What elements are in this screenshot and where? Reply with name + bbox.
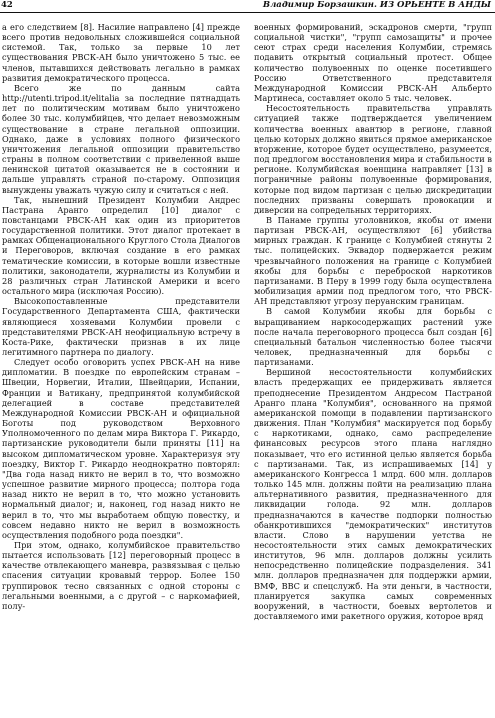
- paragraph: Следует особо оговорить успех РВСК-АН на ниве дипломатии. В поездке по европейским странам – Швеции, Норвегии, Италии, Швейцарии, Испании, Франции и Ватикану, предпринятой колумбийской делегацией в составе представителей Международной Комиссии РВСК-АН и официальной Боготы под руководством Верховного Уполномоченного по делам мира Виктора Г. Рикардо, партизанские руководители были приняты [11] на высоком дипломатическом уровне. Характеризуя эту поездку, Виктор Г. Рикардо неоднократно повторял: "Два года назад никто не верил в то, что возможно успешное развитие мирного процесса; полтора года назад никто не верил в то, что можно установить нормальный диалог; и, наконец, год назад никто не верил в то, что мы выработаем общую повестку, и совсем недавно никто не верил в возможность осуществления подобного рода поездки".: [2, 357, 240, 540]
- right-column: [254, 22, 492, 621]
- paragraph: Высокопоставленные представители Государственного Департамента США, фактически являющиеся хозяевами Колумбии провели с представителями РВСК-АН неофициальную встречу в Коста-Рике, фактически признав в их лице легитимного партнера по диалогу.: [2, 296, 240, 357]
- paragraph: При этом, однако, колумбийское правительство пытается использовать [12] переговорный процесс в качестве отвлекающего маневра, развязывая с целью спасения ситуации кровавый террор. Более 150 группировок тесно связанных с одной стороны с легальными военными, а с другой – с наркомафией, полу-: [2, 539, 240, 611]
- left-column: [2, 22, 240, 611]
- paragraph: Так, нынешний Президент Колумбии Андрес Пастрана Аранго определил [10] диалог с повстанцами РВСК-АН как один из приоритетов государственной политики. Этот диалог протекает в рамках Общенационального Круглого Стола Диалогов и Переговоров, включая создание в его рамках тематические комиссии, в которые вошли известные политики, законодатели, журналисты из Колумбии и 28 различных стран Латинской Америки и всего остального мира (исключая Россию).: [2, 194, 241, 297]
- paragraph: Несостоятельность правительства управлять ситуацией также подтверждается увеличением количества военных авантюр в регионе, главной целью которых должно явиться прямое американское вторжение, которое будет осуществлено, разумеется, под предлогом восстановления мира и стабильности в регионе. Колумбийская военщина направляет [13] в пограничные районы полувоенные формирования, которые под видом партизан с целью дискредитации последних призваны совершать провокации и диверсии на сопредельных территориях.: [254, 103, 492, 215]
- paragraph: а его следствием [8]. Насилие направлено [4] прежде всего против недовольных сложившейся социальной системой. Так, только за первые 10 лет существования РВСК-АН было уничтожено 5 тыс. ее членов, пытавшихся действовать легально в рамках развития демократического процесса.: [2, 22, 240, 83]
- paragraph: военных формирований, эскадронов смерти, "групп социальной чистки", "групп самозащиты" и прочее сеют страх среди населения Колумбии, стремясь подавить открытый социальный протест. Общее количество полувоенных по оценке посетившего Россию Ответственного представителя Международной Комиссии РВСК-АН Альберто Мартинеса, составляет около 5 тыс. человек.: [254, 22, 492, 104]
- paragraph: В самой Колумбии якобы для борьбы с выращиванием наркосодержащих растений уже после начала переговорного процесса был создан [6] специальный батальон численностью более тысячи человек, предназначенный для борьбы с партизанами.: [254, 306, 492, 368]
- page-number: 42: [1, 0, 13, 10]
- paragraph: Всего же по данным сайта http://utenti.tripod.it/elitalia за последние пятнадцать лет по политическим мотивам было уничтожено более 30 тыс. колумбийцев, что делает невозможным существование в стране легальной оппозиции. Однако, даже в условиях полного физического уничтожения легальной оппозиции правительство страны в полном соответствии с привеленной выше ленинской цитатой оказывается не в состоянии и дальше управлять страной по-старому. Оппозиция вынуждены уважать чужую силу и считаться с ней.: [2, 82, 240, 195]
- paragraph: В Панаме группы уголовников, якобы от имени партизан РВСК-АН, осуществляют [6] убийства мирных граждан. К границе с Колумбией стянуты 2 тыс. полицейских. Эквадор подвержается режим чрезвычайного положения на границе с Колумбией якобы для борьбы с переброской наркотиков партизанами. В Перу в 1999 году была осуществлена мобилизация армии под предлогом того, что РВСК-АН представляют угрозу перуанским границам.: [254, 214, 492, 307]
- page-header: [0, 0, 495, 13]
- running-title: Владимир Борзашкин. ИЗ ОРЬЕНТЕ В АНДЫ: [262, 0, 491, 10]
- paragraph: Вершиной несостоятельности колумбийских власть предержащих ее придерживать является преподнесение Президентом Андресом Пастраной Аранго плана "Колумбия", основанного на прямой американской помощи в подавлении партизанского движения. План "Колумбия" маскируется под борьбу с наркотиками, однако, само распределение финансовых ресурсов этого плана наглядно показывает, что его истинной целью является борьба с партизанами. Так, из испрашиваемых [14] у американского Конгресса 1 млрд. 600 млн. долларов только 145 млн. должны пойти на реализацию плана альтернативного развития, предназначенного для ликвидации голода. 92 млн. долларов предназначаются в качестве подпорки полностью обанкротившихся "демократических" институтов власти. Слово в нарушении уетства не несостоятельности этих самых демократических институтов, 96 млн. долларов должны усилить непосредственно полицейские подразделения. 341 млн. долларов предназначен для поддержки армии, ВМФ, ВВС и спецслужб. На эти деньги, в частности, планируется закупка самых современных вооружений, в частности, боевых вертолетов и доставляемого ими ракетного оружия, которое вряд: [254, 367, 492, 622]
